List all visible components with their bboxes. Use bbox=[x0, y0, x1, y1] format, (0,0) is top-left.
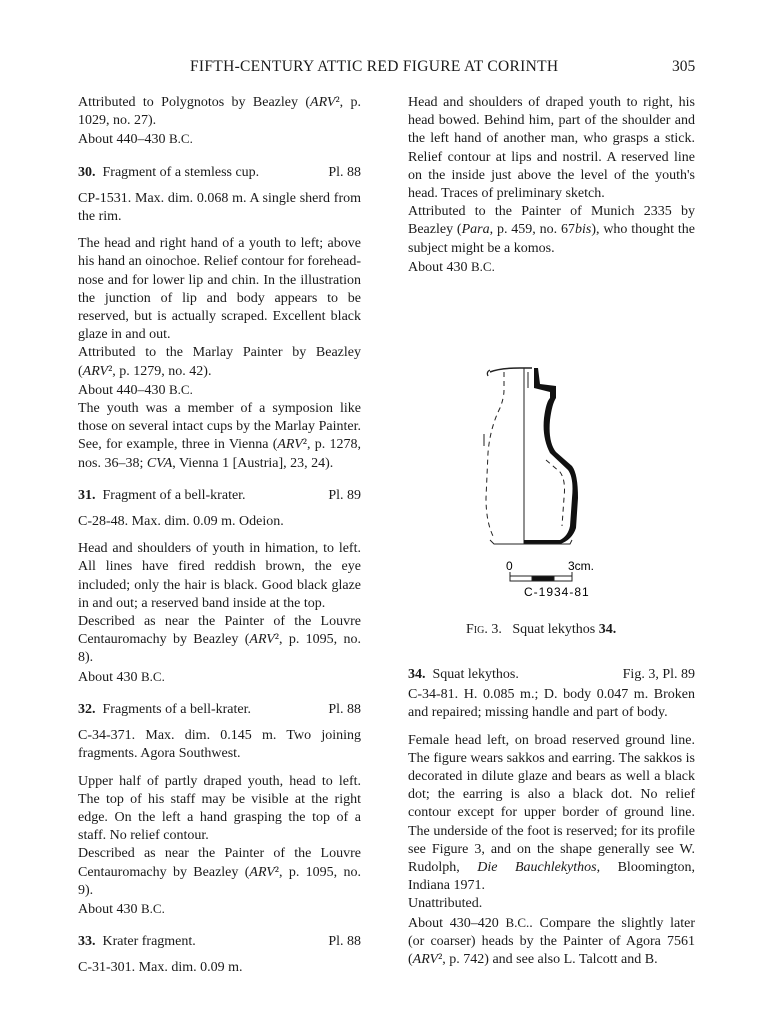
entry-30-heading: 30. Fragment of a stemless cup. Pl. 88 bbox=[78, 164, 361, 180]
running-header bbox=[0, 58, 759, 78]
entry-32-attribution: Described as near the Painter of the Louvre Centauromachy by Beazley (ARV², p. 1095, no. 9). bbox=[78, 846, 361, 898]
scale-start-label: 0 bbox=[506, 559, 513, 573]
entry-34-description: Female head left, on broad reserved ground line. The figure wears sakkos and earring. The sakkos is decorated in dilute glaze and bears as well a black dot; the earring is also a black dot. No relief contour except for upper border of ground line. The underside of the foot is reserved; for its profile see Figure 3, and on the shape generally see W. Rudolph, Die Bauchlekythos, Bloomington, Indiana 1971. bbox=[408, 732, 695, 894]
entry-30-attribution: Attributed to the Marlay Painter by Beazley (ARV², p. 1279, no. 42). bbox=[78, 345, 361, 379]
entry-32-catalog: C-34-371. Max. dim. 0.145 m. Two joining fragments. Agora Southwest. bbox=[78, 728, 361, 762]
entry-32-date: About 430 B.C. bbox=[78, 900, 165, 917]
entry-31-date: About 430 B.C. bbox=[78, 668, 165, 685]
inventory-label: C-1934-81 bbox=[524, 585, 590, 599]
entry-31-attribution: Described as near the Painter of the Louvre Centauromachy by Beazley (ARV², p. 1095, no. 8). bbox=[78, 614, 361, 666]
entry-33-description: Head and shoulders of draped youth to right, his head bowed. Behind him, part of the shoulder and the left hand of another man, who grasps a stick. Relief contour at lips and nostril. A reserved line on the inside just above the level of the youth's head. Traces of preliminary sketch. bbox=[408, 95, 695, 202]
entry-33-date: About 430 B.C. bbox=[408, 258, 495, 275]
entry-34-heading: 34. Squat lekythos. Fig. 3, Pl. 89 bbox=[408, 667, 695, 682]
entry-31-heading: 31. Fragment of a bell-krater. Pl. 89 bbox=[78, 487, 361, 503]
page-number: 305 bbox=[672, 58, 696, 75]
figure-caption: Fig. 3. Squat lekythos 34. bbox=[466, 622, 617, 637]
right-column-bottom bbox=[408, 666, 695, 969]
lekythos-profile-drawing bbox=[460, 358, 640, 618]
entry-33-attribution: Attributed to the Painter of Munich 2335 by Beazley (Para, p. 459, no. 67bis), who thought the subject might be a komos. bbox=[408, 204, 695, 256]
right-column-top bbox=[408, 94, 695, 277]
entry-33-catalog: C-31-301. Max. dim. 0.09 m. bbox=[78, 960, 243, 976]
entry-34-unattributed: Unattributed. bbox=[408, 896, 483, 912]
intro-date: About 440–430 B.C. bbox=[78, 131, 193, 148]
intro-attribution: Attributed to Polygnotos by Beazley (ARV², p. 1029, no. 27). bbox=[78, 95, 361, 129]
entry-34-date: About 430–420 B.C.. Compare the slightly later (or coarser) heads by the Painter of Agora 7561 (ARV², p. 742) and see also L. Talcott and B. bbox=[408, 914, 695, 968]
entry-32-description: Upper half of partly draped youth, head to left. The top of his staff may be visible at the right edge. On the left a hand grasping the top of a staff. No relief contour. bbox=[78, 773, 361, 844]
entry-31-description: Head and shoulders of youth in himation, to left. All lines have fired reddish brown, the eye included; only the hair is black. Good black glaze in and out; a reserved band inside at the top. bbox=[78, 541, 361, 611]
entry-30-date: About 440–430 B.C. bbox=[78, 381, 193, 398]
entry-34-catalog: C-34-81. H. 0.085 m.; D. body 0.047 m. Broken and repaired; missing handle and part of body. bbox=[408, 687, 695, 721]
running-title: FIFTH-CENTURY ATTIC RED FIGURE AT CORINTH bbox=[190, 58, 559, 75]
left-column bbox=[78, 94, 361, 978]
scale-bar bbox=[510, 572, 572, 581]
figure-3 bbox=[460, 358, 640, 618]
entry-30-description: The head and right hand of a youth to left; above his hand an oinochoe. Relief contour for forehead-nose and for lower lip and chin. In the illustration the junction of lip and body appears to be reserved, but is actually scraped. Excellent black glaze in and out. bbox=[78, 236, 362, 343]
entry-30-catalog: CP-1531. Max. dim. 0.068 m. A single sherd from the rim. bbox=[78, 190, 361, 225]
entry-32-heading: 32. Fragments of a bell-krater. Pl. 88 bbox=[78, 701, 361, 717]
entry-30-note: The youth was a member of a symposion like those on several intact cups by the Marlay Painter. See, for example, three in Vienna (ARV², p. 1278, nos. 36–38; CVA, Vienna 1 [Austria], 23, 24). bbox=[78, 401, 361, 471]
scale-end-label: 3cm. bbox=[568, 559, 595, 573]
entry-33-heading: 33. Krater fragment. Pl. 88 bbox=[78, 934, 361, 950]
entry-31-catalog: C-28-48. Max. dim. 0.09 m. Odeion. bbox=[78, 514, 284, 530]
